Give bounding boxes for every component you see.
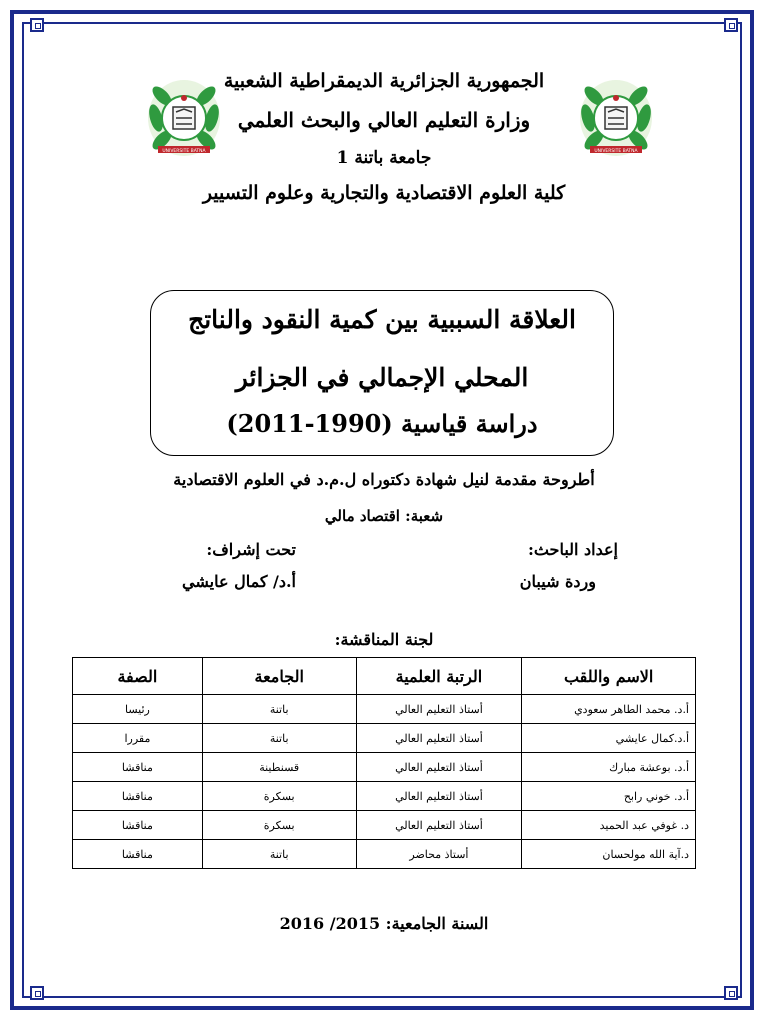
member-university: باتنة — [202, 724, 356, 753]
svg-text:UNIVERSITE BATNA: UNIVERSITE BATNA — [594, 149, 638, 154]
member-university: بسكرة — [202, 782, 356, 811]
supervisor-name: أ.د/ كمال عايشي — [182, 572, 296, 591]
member-university: باتنة — [202, 695, 356, 724]
table-row — [73, 753, 696, 782]
thesis-title-line1: العلاقة السببية بين كمية النقود والناتج — [188, 305, 576, 334]
researcher-name: وردة شيبان — [519, 572, 596, 591]
table-row — [73, 840, 696, 869]
member-role: مقررا — [73, 724, 203, 753]
corner-ornament — [30, 18, 44, 32]
supervisor-label: تحت إشراف: — [206, 540, 296, 559]
member-university: قسنطينة — [202, 753, 356, 782]
member-name: د.آية الله مولحسان — [522, 840, 696, 869]
faculty-heading: كلية العلوم الاقتصادية والتجارية وعلوم التسيير — [202, 182, 566, 204]
corner-ornament — [724, 986, 738, 1000]
corner-ornament — [30, 986, 44, 1000]
member-name: أ.د. خوني رابح — [522, 782, 696, 811]
member-name: أ.د. بوعشة مبارك — [522, 753, 696, 782]
ministry-heading: وزارة التعليم العالي والبحث العلمي — [237, 108, 531, 132]
table-row — [73, 811, 696, 840]
thesis-description: أطروحة مقدمة لنيل شهادة دكتوراه ل.م.د في العلوم الاقتصادية — [173, 470, 595, 489]
member-rank: أستاذ محاضر — [356, 840, 522, 869]
column-header-role: الصفة — [73, 658, 203, 695]
table-row — [73, 695, 696, 724]
republic-heading: الجمهورية الجزائرية الديمقراطية الشعبية — [223, 70, 545, 92]
member-name: د. غوفي عبد الحميد — [522, 811, 696, 840]
table-row — [73, 724, 696, 753]
member-role: مناقشا — [73, 840, 203, 869]
member-role: رئيسا — [73, 695, 203, 724]
column-header-name: الاسم واللقب — [522, 658, 696, 695]
thesis-title-line2: المحلي الإجمالي في الجزائر — [235, 363, 529, 392]
university-logo — [146, 78, 222, 158]
member-role: مناقشا — [73, 753, 203, 782]
column-header-rank: الرتبة العلمية — [356, 658, 522, 695]
thesis-title-box — [150, 290, 614, 456]
member-role: مناقشا — [73, 811, 203, 840]
corner-ornament — [724, 18, 738, 32]
member-name: أ.د.كمال عايشي — [522, 724, 696, 753]
member-rank: أستاذ التعليم العالي — [356, 811, 522, 840]
jury-heading: لجنة المناقشة: — [334, 630, 434, 649]
member-university: بسكرة — [202, 811, 356, 840]
member-university: باتنة — [202, 840, 356, 869]
thesis-title-line3: دراسة قياسية (1990-2011) — [226, 409, 538, 438]
researcher-label: إعداد الباحث: — [527, 540, 618, 559]
member-name: أ.د. محمد الطاهر سعودي — [522, 695, 696, 724]
university-logo — [578, 78, 654, 158]
member-rank: أستاذ التعليم العالي — [356, 782, 522, 811]
jury-table — [72, 657, 696, 869]
jury-table-header — [73, 658, 696, 695]
member-rank: أستاذ التعليم العالي — [356, 695, 522, 724]
university-heading: جامعة باتنة 1 — [336, 148, 432, 168]
academic-year: السنة الجامعية: 2015/ 2016 — [279, 914, 489, 933]
table-row — [73, 782, 696, 811]
branch-label: شعبة: اقتصاد مالي — [324, 507, 444, 525]
member-rank: أستاذ التعليم العالي — [356, 724, 522, 753]
member-rank: أستاذ التعليم العالي — [356, 753, 522, 782]
column-header-university: الجامعة — [202, 658, 356, 695]
member-role: مناقشا — [73, 782, 203, 811]
svg-text:UNIVERSITE BATNA: UNIVERSITE BATNA — [162, 149, 206, 154]
